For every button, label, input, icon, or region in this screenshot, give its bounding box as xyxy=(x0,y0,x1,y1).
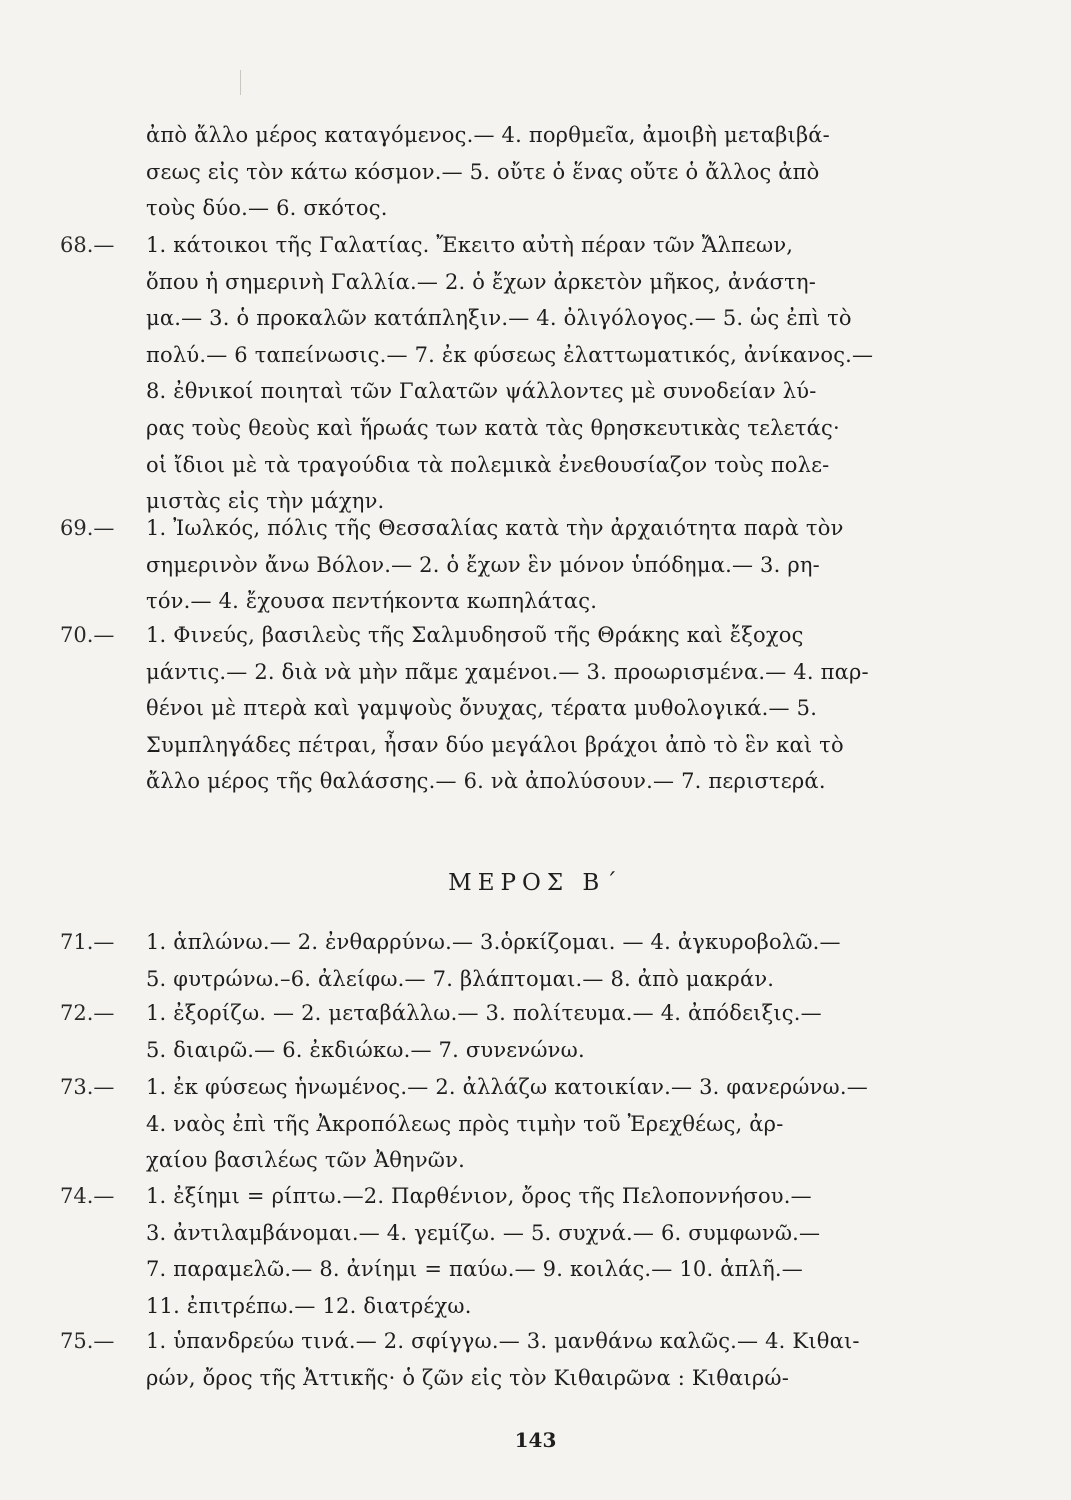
text-line: θένοι μὲ πτερὰ καὶ γαμψοὺς ὄνυχας, τέρατα μυθολογικά.— 5. xyxy=(146,696,818,721)
entry-text xyxy=(146,924,976,997)
text-line: 1. Ἰωλκός, πόλις τῆς Θεσσαλίας κατὰ τὴν ἀρχαιότητα παρὰ τὸν xyxy=(146,516,844,540)
section-title: ΜΕΡΟΣ Β΄ xyxy=(448,870,623,896)
text-line: σεως εἰς τὸν κάτω κόσμον.— 5. οὔτε ὁ ἕνας οὔτε ὁ ἄλλος ἀπὸ xyxy=(146,159,820,184)
entry-text xyxy=(146,227,976,520)
entry-number: 72.— xyxy=(60,1001,115,1025)
text-line: 7. παραμελῶ.— 8. ἀνίημι = παύω.— 9. κοιλάς.— 10. ἁπλῆ.— xyxy=(146,1257,803,1282)
scan-artifact-line xyxy=(240,70,241,95)
text-line: 1. ἐξίημι = ρίπτω.—2. Παρθένιον, ὄρος τῆς Πελοποννήσου.— xyxy=(146,1184,812,1208)
entry-number: 68.— xyxy=(60,233,115,257)
text-line: χαίου βασιλέως τῶν Ἀθηνῶν. xyxy=(146,1148,465,1173)
text-line: μα.— 3. ὁ προκαλῶν κατάπληξιν.— 4. ὀλιγόλογος.— 5. ὡς ἐπὶ τὸ xyxy=(146,306,852,331)
entry-number: 69.— xyxy=(60,516,115,540)
text-line: 3. ἀντιλαμβάνομαι.— 4. γεμίζω. — 5. συχνά.— 6. συμφωνῶ.— xyxy=(146,1220,821,1245)
text-line: 5. διαιρῶ.— 6. ἐκδιώκω.— 7. συνενώνω. xyxy=(146,1037,585,1062)
text-line: ὅπου ἡ σημερινὴ Γαλλία.— 2. ὁ ἔχων ἀρκετὸν μῆκος, ἀνάστη- xyxy=(146,269,817,294)
text-line: 1. ἐξορίζω. — 2. μεταβάλλω.— 3. πολίτευμα.— 4. ἀπόδειξις.— xyxy=(146,1001,822,1025)
entry-continuation xyxy=(60,117,1020,227)
entry-number: 75.— xyxy=(60,1329,115,1353)
text-line: ἄλλο μέρος τῆς θαλάσσης.— 6. νὰ ἀπολύσουν.— 7. περιστερά. xyxy=(146,769,826,794)
entry-75 xyxy=(60,1323,1020,1396)
text-line: ἀπὸ ἄλλο μέρος καταγόμενος.— 4. πορθμεῖα, ἀμοιβὴ μεταβιβά- xyxy=(146,123,830,147)
entry-73 xyxy=(60,1069,1020,1179)
entry-text xyxy=(146,1323,976,1396)
text-line: τοὺς δύο.— 6. σκότος. xyxy=(146,196,388,221)
text-line: 8. ἐθνικοί ποιηταὶ τῶν Γαλατῶν ψάλλοντες μὲ συνοδείαν λύ- xyxy=(146,379,817,404)
text-line: ρών, ὄρος τῆς Ἀττικῆς· ὁ ζῶν εἰς τὸν Κιθαιρῶνα : Κιθαιρώ- xyxy=(146,1365,790,1390)
entry-74 xyxy=(60,1178,1020,1324)
text-line: Συμπληγάδες πέτραι, ἦσαν δύο μεγάλοι βράχοι ἀπὸ τὸ ἓν καὶ τὸ xyxy=(146,732,844,757)
text-line: πολύ.— 6 ταπείνωσις.— 7. ἐκ φύσεως ἐλαττωματικός, ἀνίκανος.— xyxy=(146,342,874,367)
text-line: σημερινὸν ἄνω Βόλον.— 2. ὁ ἔχων ἓν μόνον ὑπόδημα.— 3. ρη- xyxy=(146,552,820,577)
entry-number: 73.— xyxy=(60,1075,115,1099)
entry-text xyxy=(146,117,976,227)
text-line: 4. ναὸς ἐπὶ τῆς Ἀκροπόλεως πρὸς τιμὴν τοῦ Ἐρεχθέως, ἀρ- xyxy=(146,1111,784,1136)
entry-68 xyxy=(60,227,1020,520)
text-line: 11. ἐπιτρέπω.— 12. διατρέχω. xyxy=(146,1293,472,1318)
entry-number: 70.— xyxy=(60,623,115,647)
entry-text xyxy=(146,1178,976,1324)
text-line: 1. Φινεύς, βασιλεὺς τῆς Σαλμυδησοῦ τῆς Θράκης καὶ ἔξοχος xyxy=(146,623,804,647)
text-line: 1. κάτοικοι τῆς Γαλατίας. Ἔκειτο αὐτὴ πέραν τῶν Ἄλπεων, xyxy=(146,233,794,257)
entry-number: 74.— xyxy=(60,1184,115,1208)
entry-text xyxy=(146,510,976,620)
text-line: 1. ἐκ φύσεως ἡνωμένος.— 2. ἀλλάζω κατοικίαν.— 3. φανερώνω.— xyxy=(146,1075,868,1099)
text-line: μιστὰς εἰς τὴν μάχην. xyxy=(146,489,385,514)
text-line: 1. ὑπανδρεύω τινά.— 2. σφίγγω.— 3. μανθάνω καλῶς.— 4. Κιθαι- xyxy=(146,1329,860,1353)
entry-72 xyxy=(60,995,1020,1068)
entry-text xyxy=(146,617,976,800)
entry-text xyxy=(146,1069,976,1179)
entry-71 xyxy=(60,924,1020,997)
entry-number: 71.— xyxy=(60,930,115,954)
text-line: ρας τοὺς θεοὺς καὶ ἥρωάς των κατὰ τὰς θρησκευτικὰς τελετάς· xyxy=(146,415,840,440)
entry-text xyxy=(146,995,976,1068)
entry-69 xyxy=(60,510,1020,620)
page-number: 143 xyxy=(514,1428,557,1452)
text-line: τόν.— 4. ἔχουσα πεντήκοντα κωπηλάτας. xyxy=(146,589,598,614)
text-line: 5. φυτρώνω.–6. ἀλείφω.— 7. βλάπτομαι.— 8. ἀπὸ μακράν. xyxy=(146,966,775,991)
text-line: μάντις.— 2. διὰ νὰ μὴν πᾶμε χαμένοι.— 3. προωρισμένα.— 4. παρ- xyxy=(146,659,869,684)
text-line: οἱ ἴδιοι μὲ τὰ τραγούδια τὰ πολεμικὰ ἐνεθουσίαζον τοὺς πολε- xyxy=(146,452,830,477)
text-line: 1. ἁπλώνω.— 2. ἐνθαρρύνω.— 3.ὁρκίζομαι. — 4. ἀγκυροβολῶ.— xyxy=(146,930,841,954)
entry-70 xyxy=(60,617,1020,800)
